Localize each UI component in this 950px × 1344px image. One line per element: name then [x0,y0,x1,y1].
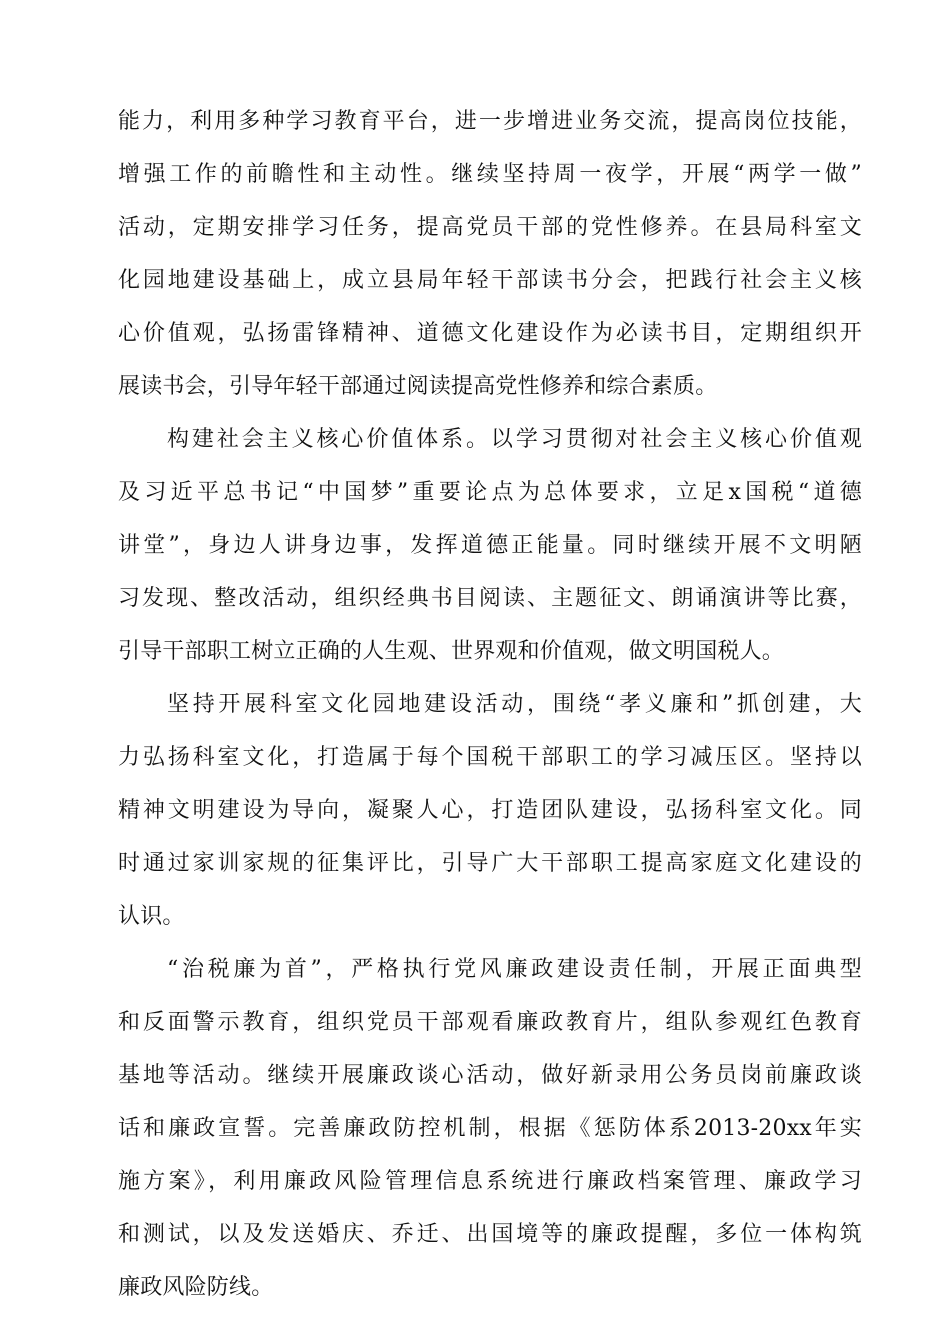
paragraph-1 [118,100,862,418]
text-line: 廉政风险防线。 [118,1275,274,1300]
text-line: 引导干部职工树立正确的人生观、世界观和价值观，做文明国税人。 [118,639,785,664]
text-line: 心价值观，弘扬雷锋精神、道德文化建设作为必读书目，定期组织开 [118,321,862,346]
paragraph-4 [118,948,862,1319]
text-line: 精神文明建设为导向，凝聚人心，打造团队建设，弘扬科室文化。同 [118,798,862,823]
text-line: 能力，利用多种学习教育平台，进一步增进业务交流，提高岗位技能， [118,109,862,134]
text-line: 坚持开展科室文化园地建设活动，围绕“孝义廉和”抓创建，大 [167,692,862,717]
text-line: 和测试，以及发送婚庆、乔迁、出国境等的廉政提醒，多位一体构筑 [118,1222,862,1247]
text-line: 基地等活动。继续开展廉政谈心活动，做好新录用公务员岗前廉政谈 [118,1063,862,1088]
text-line: 化园地建设基础上，成立县局年轻干部读书分会，把践行社会主义核 [118,268,862,293]
text-line: 及习近平总书记“中国梦”重要论点为总体要求，立足x国税“道德 [118,480,862,505]
text-line: 增强工作的前瞻性和主动性。继续坚持周一夜学，开展“两学一做” [118,162,862,187]
text-line: 习发现、整改活动，组织经典书目阅读、主题征文、朗诵演讲等比赛， [118,586,862,611]
text-line: 认识。 [118,904,185,929]
text-line: 活动，定期安排学习任务，提高党员干部的党性修养。在县局科室文 [118,215,862,240]
text-line: 力弘扬科室文化，打造属于每个国税干部职工的学习减压区。坚持以 [118,745,862,770]
text-line: 施方案》，利用廉政风险管理信息系统进行廉政档案管理、廉政学习 [118,1169,862,1194]
text-line: 展读书会，引导年轻干部通过阅读提高党性修养和综合素质。 [118,374,718,399]
text-line: “治税廉为首”，严格执行党风廉政建设责任制，开展正面典型 [167,957,862,982]
text-line: 话和廉政宣誓。完善廉政防控机制，根据《惩防体系2013-20xx年实 [118,1116,862,1141]
text-line: 讲堂”，身边人讲身边事，发挥道德正能量。同时继续开展不文明陋 [118,533,862,558]
text-line: 构建社会主义核心价值体系。以学习贯彻对社会主义核心价值观 [167,427,862,452]
paragraph-2 [118,418,862,683]
paragraph-3 [118,683,862,948]
text-line: 时通过家训家规的征集评比，引导广大干部职工提高家庭文化建设的 [118,851,862,876]
text-line: 和反面警示教育，组织党员干部观看廉政教育片，组队参观红色教育 [118,1010,862,1035]
document-body [118,100,862,1319]
